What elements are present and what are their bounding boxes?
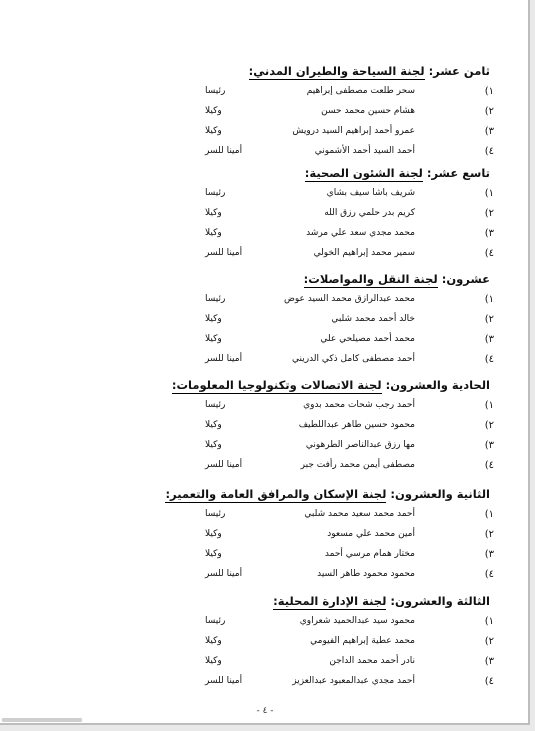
member-number: ٤) xyxy=(484,460,494,471)
member-name: مها رزق عبدالناصر الطرهوني xyxy=(305,440,415,450)
member-row xyxy=(0,354,530,368)
member-role: وكيلا xyxy=(205,106,222,116)
member-name: سحر طلعت مصطفى إبراهيم xyxy=(306,86,415,96)
committee-heading xyxy=(304,272,490,286)
member-number: ٤) xyxy=(484,248,494,259)
member-name: أحمد مجدي عبدالمعبود عبدالعزيز xyxy=(292,676,415,686)
member-number: ١) xyxy=(484,509,494,520)
member-role: وكيلا xyxy=(205,208,222,218)
member-row xyxy=(0,529,530,543)
member-name: شريف باشا سيف بشاي xyxy=(326,188,415,198)
member-role: وكيلا xyxy=(205,636,222,646)
member-name: كريم بدر حلمي رزق الله xyxy=(324,208,415,218)
member-number: ٢) xyxy=(484,529,494,540)
member-row xyxy=(0,676,530,690)
member-role: وكيلا xyxy=(205,656,222,666)
member-role: أمينا للسر xyxy=(205,354,243,364)
member-role: وكيلا xyxy=(205,420,222,430)
member-number: ٣) xyxy=(484,334,494,345)
member-number: ٤) xyxy=(484,146,494,157)
member-role: رئيسا xyxy=(205,509,226,519)
member-number: ٢) xyxy=(484,106,494,117)
member-name: هشام حسين محمد حسن xyxy=(321,106,415,116)
member-name: محمود حسين طاهر عبداللطيف xyxy=(298,420,415,430)
member-row xyxy=(0,126,530,140)
member-number: ١) xyxy=(484,400,494,411)
heading-ordinal: تاسع عشر: xyxy=(422,166,490,180)
member-row xyxy=(0,460,530,474)
member-row xyxy=(0,106,530,120)
heading-ordinal: الحادية والعشرون: xyxy=(381,378,490,392)
member-name: أحمد محمد سعيد محمد شلبي xyxy=(304,509,415,519)
member-name: أحمد السيد أحمد الأشموني xyxy=(314,146,415,156)
committee-heading xyxy=(172,378,490,392)
member-number: ١) xyxy=(484,616,494,627)
member-name: محمد عطية إبراهيم الفيومي xyxy=(310,636,415,646)
heading-title: لجنة الإسكان والمرافق العامة والتعمير: xyxy=(165,487,387,501)
member-name: محمود سيد عبدالحميد شعراوي xyxy=(299,616,415,626)
member-role: أمينا للسر xyxy=(205,676,243,686)
member-number: ٣) xyxy=(484,126,494,137)
member-number: ١) xyxy=(484,86,494,97)
corner-smudge xyxy=(2,718,82,722)
member-name: سمير محمد إبراهيم الخولي xyxy=(313,248,415,258)
committee-heading xyxy=(273,594,490,608)
member-role: أمينا للسر xyxy=(205,460,243,470)
member-row xyxy=(0,420,530,434)
heading-title: لجنة النقل والمواصلات: xyxy=(303,272,438,286)
heading-ordinal: الثانية والعشرون: xyxy=(386,487,490,501)
heading-title: لجنة الاتصالات وتكنولوجيا المعلومات: xyxy=(171,378,382,392)
member-role: أمينا للسر xyxy=(205,146,243,156)
member-row xyxy=(0,228,530,242)
heading-ordinal: عشرون: xyxy=(437,272,490,286)
heading-title: لجنة السياحة والطيران المدني: xyxy=(248,64,425,78)
member-row xyxy=(0,616,530,630)
member-name: أحمد رجب شحات محمد بدوي xyxy=(303,400,415,410)
member-name: عمرو أحمد إبراهيم السيد درويش xyxy=(292,126,415,136)
member-row xyxy=(0,569,530,583)
member-number: ١) xyxy=(484,294,494,305)
member-name: نادر أحمد محمد الداجن xyxy=(329,656,415,666)
member-name: محمد أحمد مصيلحي علي xyxy=(320,334,415,344)
member-number: ٣) xyxy=(484,228,494,239)
member-role: وكيلا xyxy=(205,334,222,344)
member-role: رئيسا xyxy=(205,86,226,96)
member-row xyxy=(0,146,530,160)
committee-heading xyxy=(165,487,490,501)
member-row xyxy=(0,86,530,100)
member-row xyxy=(0,549,530,563)
member-row xyxy=(0,188,530,202)
committee-heading xyxy=(305,166,490,180)
member-row xyxy=(0,636,530,650)
member-name: محمود محمود طاهر السيد xyxy=(317,569,415,579)
member-number: ١) xyxy=(484,188,494,199)
member-role: وكيلا xyxy=(205,440,222,450)
committee-heading xyxy=(249,64,490,78)
member-number: ٢) xyxy=(484,420,494,431)
member-name: أحمد مصطفى كامل ذكي الدريني xyxy=(292,354,415,364)
member-role: أمينا للسر xyxy=(205,569,243,579)
member-role: رئيسا xyxy=(205,188,226,198)
member-name: محمد مجدي سعد علي مرشد xyxy=(306,228,415,238)
heading-title: لجنة الشئون الصحية: xyxy=(304,166,423,180)
member-number: ٤) xyxy=(484,354,494,365)
member-row xyxy=(0,400,530,414)
member-name: مختار همام مرسي أحمد xyxy=(324,549,415,559)
member-number: ٤) xyxy=(484,676,494,687)
member-name: مصطفى أيمن محمد رأفت جبر xyxy=(300,460,415,470)
member-row xyxy=(0,656,530,670)
member-number: ٣) xyxy=(484,549,494,560)
heading-title: لجنة الإدارة المحلية: xyxy=(273,594,387,608)
member-number: ٣) xyxy=(484,656,494,667)
member-row xyxy=(0,248,530,262)
member-name: خالد أحمد محمد شلبي xyxy=(331,314,415,324)
heading-ordinal: ثامن عشر: xyxy=(424,64,490,78)
member-row xyxy=(0,440,530,454)
member-name: محمد عبدالرازق محمد السيد عوض xyxy=(283,294,415,304)
member-number: ٣) xyxy=(484,440,494,451)
member-number: ٤) xyxy=(484,569,494,580)
member-number: ٢) xyxy=(484,208,494,219)
member-row xyxy=(0,294,530,308)
member-name: أمين محمد علي مسعود xyxy=(327,529,415,539)
member-row xyxy=(0,334,530,348)
member-role: رئيسا xyxy=(205,616,226,626)
member-row xyxy=(0,208,530,222)
member-number: ٢) xyxy=(484,314,494,325)
member-role: وكيلا xyxy=(205,228,222,238)
page-number: - ٤ - xyxy=(256,706,274,716)
member-role: أمينا للسر xyxy=(205,248,243,258)
member-role: وكيلا xyxy=(205,549,222,559)
heading-ordinal: الثالثة والعشرون: xyxy=(386,594,490,608)
member-row xyxy=(0,509,530,523)
member-role: رئيسا xyxy=(205,294,226,304)
member-role: وكيلا xyxy=(205,529,222,539)
member-number: ٢) xyxy=(484,636,494,647)
member-role: وكيلا xyxy=(205,314,222,324)
member-role: رئيسا xyxy=(205,400,226,410)
member-row xyxy=(0,314,530,328)
member-role: وكيلا xyxy=(205,126,222,136)
